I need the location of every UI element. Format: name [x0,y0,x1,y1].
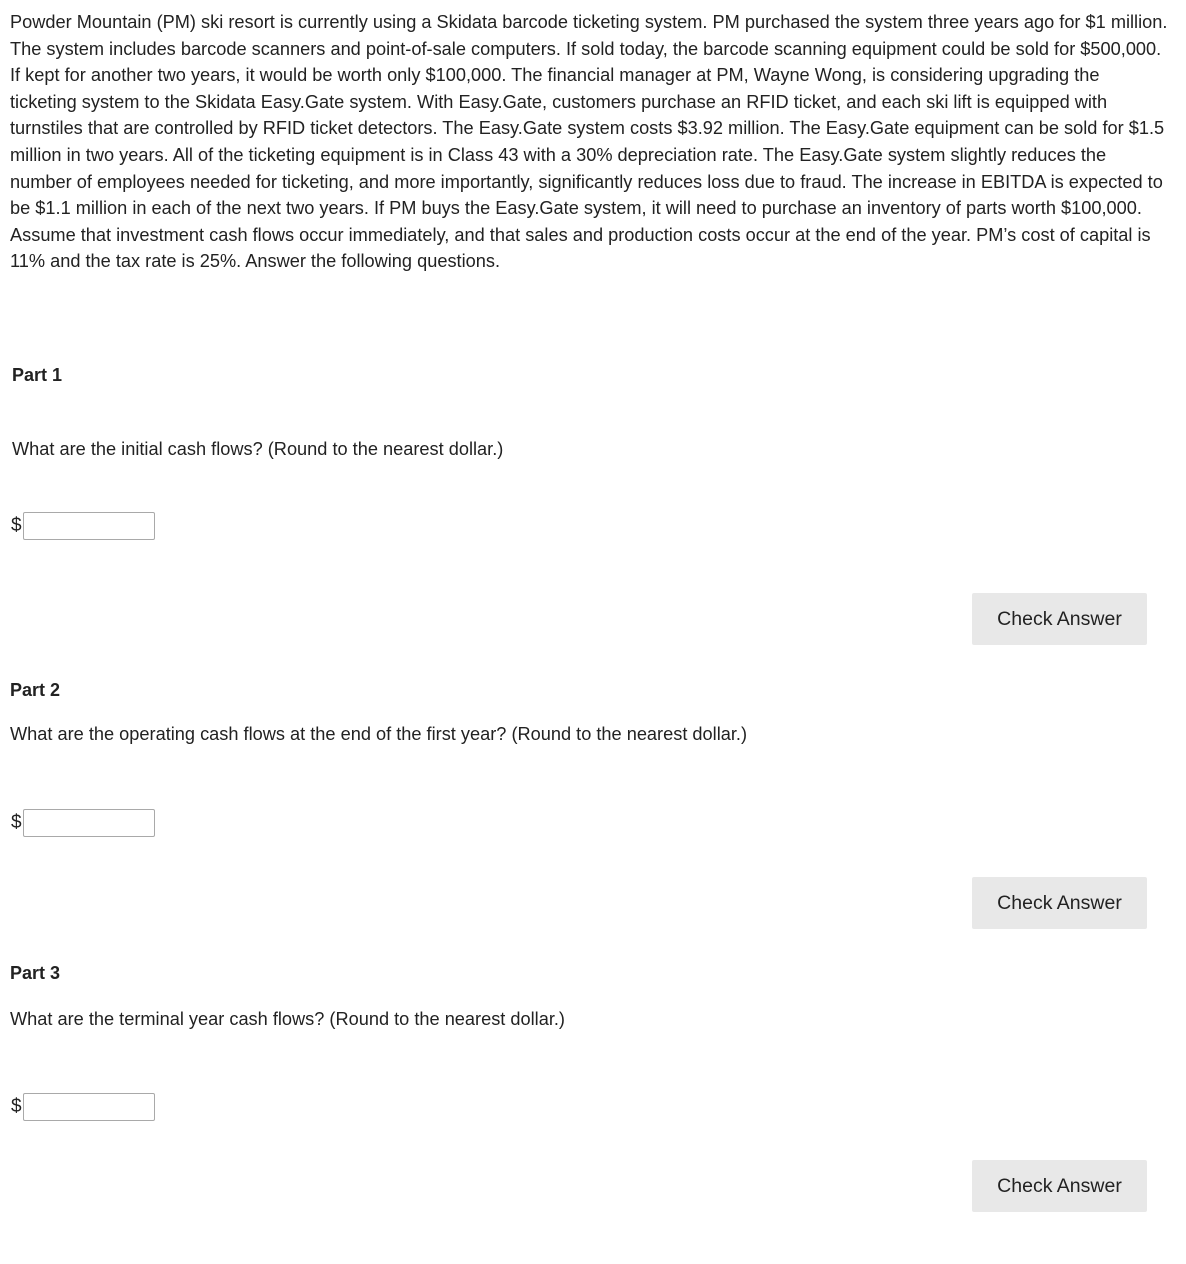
part-1-check-answer-button[interactable]: Check Answer [972,593,1147,645]
part-2-answer-row [11,807,155,839]
part-1-answer-input[interactable] [23,512,155,540]
currency-symbol: $ [11,515,22,536]
part-3-answer-input[interactable] [23,1093,155,1121]
part-3-check-answer-button[interactable]: Check Answer [972,1160,1147,1212]
currency-symbol: $ [11,812,22,833]
currency-symbol: $ [11,1096,22,1117]
part-2-heading: Part 2 [10,680,61,700]
problem-statement: Powder Mountain (PM) ski resort is currently using a Skidata barcode ticketing system. PM purchased the system three years ago for $1 million. The system includes barcode scanners and point-of-sale computers. If sold today, the barcode scanning equipment could be sold for $500,000. If kept for another two years, it would be worth only $100,000. The financial manager at PM, Wayne Wong, is considering upgrading the ticketing system to the Skidata Easy.Gate system. With Easy.Gate, customers purchase an RFID ticket, and each ski lift is equipped with turnstiles that are controlled by RFID ticket detectors. The Easy.Gate system costs $3.92 million. The Easy.Gate equipment can be sold for $1.5 million in two years. All of the ticketing equipment is in Class 43 with a 30% depreciation rate. The Easy.Gate system slightly reduces the number of employees needed for ticketing, and more importantly, significantly reduces loss due to fraud. The increase in EBITDA is expected to be $1.1 million in each of the next two years. If PM buys the Easy.Gate system, it will need to purchase an inventory of parts worth $100,000. Assume that investment cash flows occur immediately, and that sales and production costs occur at the end of the year. PM’s cost of capital is 11% and the tax rate is 25%. Answer the following questions. [10,12,1168,272]
part-2-question: What are the operating cash flows at the end of the first year? (Round to the nearest dollar.) [10,724,748,744]
part-1-question: What are the initial cash flows? (Round to the nearest dollar.) [12,439,504,459]
part-2-answer-input[interactable] [23,809,155,837]
part-3-question: What are the terminal year cash flows? (Round to the nearest dollar.) [10,1009,565,1029]
part-3-answer-row [11,1091,155,1123]
part-2-check-answer-button[interactable]: Check Answer [972,877,1147,929]
part-3-heading: Part 3 [10,963,61,983]
part-1-answer-row [11,510,155,542]
part-1-heading: Part 1 [12,365,63,385]
